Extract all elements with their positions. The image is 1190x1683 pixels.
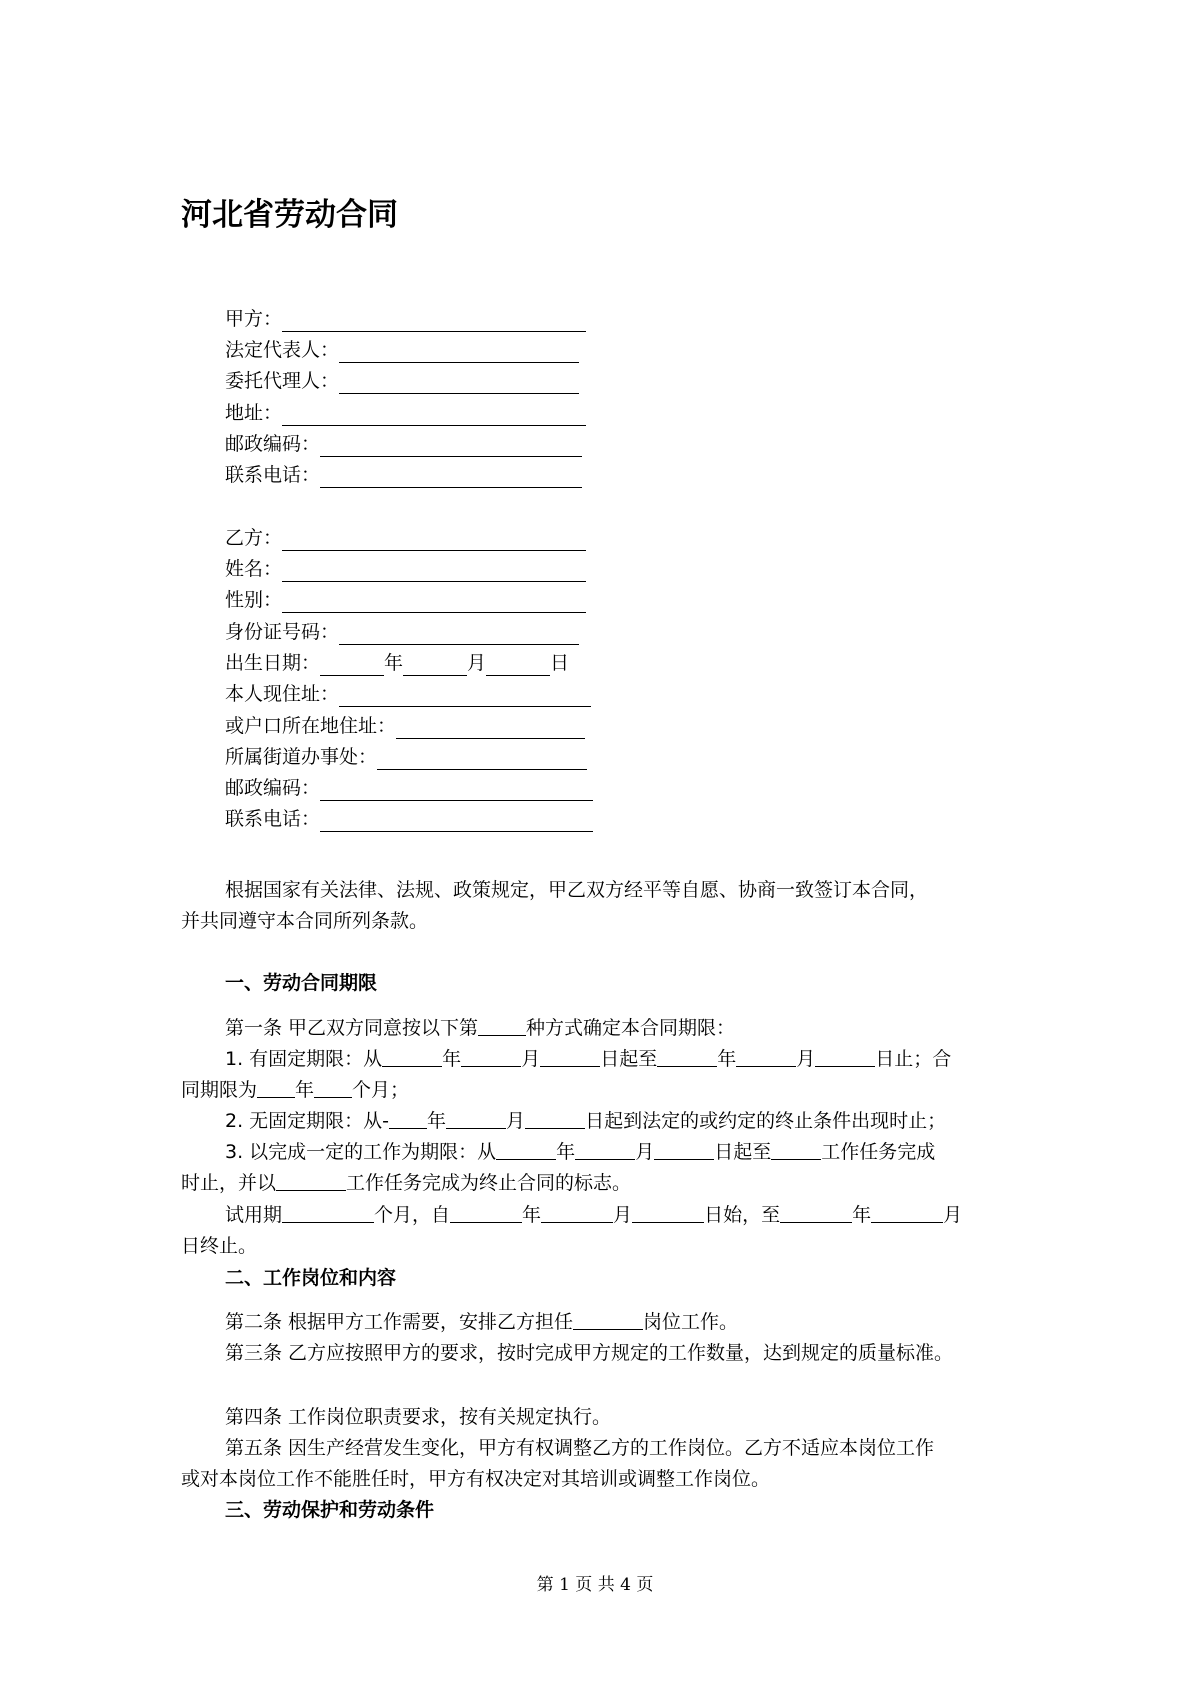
party-a-field <box>225 306 586 332</box>
agent-field <box>225 368 579 394</box>
option-1-term-year: 年 <box>295 1079 315 1101</box>
article-5-line-2: 或对本岗位工作不能胜任时，甲方有权决定对其培训或调整工作岗位。 <box>181 1468 771 1490</box>
article-2-position-blank[interactable] <box>573 1309 643 1330</box>
party-a-address-field <box>225 400 586 426</box>
option-1-day-to: 日起至 <box>600 1048 658 1070</box>
article-2-text-b: 岗位工作。 <box>643 1311 739 1333</box>
trial-month-blank[interactable] <box>541 1202 613 1223</box>
section-2-heading: 二、工作岗位和内容 <box>225 1267 397 1289</box>
birth-month-label: 月 <box>467 652 487 674</box>
option-3-day-blank[interactable] <box>654 1139 714 1160</box>
option-3-l2-text: 时止，并以 <box>181 1172 277 1194</box>
hukou-address-blank[interactable] <box>396 718 585 739</box>
trial-months: 个月，自 <box>374 1204 451 1226</box>
gender-field <box>225 587 586 613</box>
article-2-text-a: 第二条 根据甲方工作需要，安排乙方担任 <box>225 1311 574 1333</box>
option-2-year: 年 <box>427 1110 447 1132</box>
option-3-end: 工作任务完成 <box>821 1141 936 1163</box>
trial-year: 年 <box>522 1204 542 1226</box>
option-1-month2-blank[interactable] <box>736 1046 796 1067</box>
birth-date-field <box>225 650 569 676</box>
party-a-postcode-field <box>225 431 582 457</box>
birth-day-label: 日 <box>550 652 570 674</box>
option-2-end: 日起到法定的或约定的终止条件出现时止； <box>585 1110 947 1132</box>
trial-month2-blank[interactable] <box>871 1202 943 1223</box>
article-1 <box>225 1012 735 1044</box>
legal-rep-blank[interactable] <box>339 342 579 363</box>
option-3-l2-end: 工作任务完成为终止合同的标志。 <box>346 1172 632 1194</box>
party-a-postcode-blank[interactable] <box>320 436 582 457</box>
option-1-month: 月 <box>521 1048 541 1070</box>
birth-date-label: 出生日期： <box>225 652 321 674</box>
option-2-year-blank[interactable] <box>389 1108 427 1129</box>
option-1-year: 年 <box>442 1048 462 1070</box>
option-2-day-blank[interactable] <box>525 1108 585 1129</box>
trial-line-1 <box>225 1199 962 1231</box>
option-1-line-2 <box>181 1074 409 1106</box>
option-2-text: 2. 无固定期限：从- <box>225 1110 390 1132</box>
intro-line-1: 根据国家有关法律、法规、政策规定，甲乙双方经平等自愿、协商一致签订本合同， <box>225 879 929 901</box>
article-3: 第三条 乙方应按照甲方的要求，按时完成甲方规定的工作数量，达到规定的质量标准。 <box>225 1342 954 1364</box>
party-b-postcode-field <box>225 775 593 801</box>
option-1-day-blank[interactable] <box>540 1046 600 1067</box>
article-5-line-1: 第五条 因生产经营发生变化，甲方有权调整乙方的工作岗位。乙方不适应本岗位工作 <box>225 1437 935 1459</box>
trial-day-blank[interactable] <box>632 1202 704 1223</box>
birth-month-blank[interactable] <box>403 655 467 676</box>
legal-rep-label: 法定代表人： <box>225 339 340 361</box>
agent-label: 委托代理人： <box>225 370 340 392</box>
current-address-field <box>225 681 591 707</box>
option-1-term-months-blank[interactable] <box>314 1077 352 1098</box>
section-3-heading: 三、劳动保护和劳动条件 <box>225 1499 435 1521</box>
option-1-term-years-blank[interactable] <box>257 1077 295 1098</box>
party-a-phone-label: 联系电话： <box>225 464 321 486</box>
party-b-postcode-blank[interactable] <box>320 780 593 801</box>
trial-start: 日始，至 <box>704 1204 781 1226</box>
current-address-label: 本人现住址： <box>225 683 340 705</box>
option-3-day-to: 日起至 <box>714 1141 772 1163</box>
party-a-address-label: 地址： <box>225 402 283 424</box>
street-office-field <box>225 744 587 770</box>
option-3-month-blank[interactable] <box>575 1139 635 1160</box>
option-1-year2: 年 <box>717 1048 737 1070</box>
trial-months-blank[interactable] <box>282 1202 374 1223</box>
option-1-term-end: 个月； <box>352 1079 410 1101</box>
article-2 <box>225 1306 738 1338</box>
article-1-text-b: 种方式确定本合同期限： <box>526 1017 736 1039</box>
option-3-line-1 <box>225 1136 935 1168</box>
name-blank[interactable] <box>282 561 586 582</box>
hukou-address-label: 或户口所在地住址： <box>225 715 397 737</box>
birth-day-blank[interactable] <box>486 655 550 676</box>
option-1-year2-blank[interactable] <box>657 1046 717 1067</box>
party-b-blank[interactable] <box>282 530 586 551</box>
intro-line-2: 并共同遵守本合同所列条款。 <box>181 910 429 932</box>
page-footer: 第 1 页 共 4 页 <box>536 1575 654 1595</box>
option-1-day2-blank[interactable] <box>815 1046 875 1067</box>
option-3-task-blank[interactable] <box>771 1139 821 1160</box>
party-a-phone-blank[interactable] <box>320 467 582 488</box>
article-1-method-blank[interactable] <box>478 1015 526 1036</box>
party-b-phone-field <box>225 806 593 832</box>
article-1-text-a: 第一条 甲乙双方同意按以下第 <box>225 1017 479 1039</box>
option-3-task2-blank[interactable] <box>276 1170 346 1191</box>
option-1-text: 1. 有固定期限：从 <box>225 1048 383 1070</box>
legal-rep-field <box>225 337 579 363</box>
party-a-postcode-label: 邮政编码： <box>225 433 321 455</box>
party-a-label: 甲方： <box>225 308 283 330</box>
option-1-month2: 月 <box>796 1048 816 1070</box>
trial-year2-blank[interactable] <box>780 1202 852 1223</box>
party-b-postcode-label: 邮政编码： <box>225 777 321 799</box>
trial-text: 试用期 <box>225 1204 283 1226</box>
party-a-blank[interactable] <box>282 311 586 332</box>
hukou-address-field <box>225 713 585 739</box>
trial-year-blank[interactable] <box>450 1202 522 1223</box>
section-1-heading: 一、劳动合同期限 <box>225 972 378 994</box>
id-number-field <box>225 619 579 645</box>
birth-year-label: 年 <box>384 652 404 674</box>
option-1-end: 日止；合 <box>875 1048 952 1070</box>
trial-year2: 年 <box>852 1204 872 1226</box>
option-3-year: 年 <box>556 1141 576 1163</box>
option-1-line-1 <box>225 1043 951 1075</box>
party-b-phone-blank[interactable] <box>320 811 593 832</box>
party-a-phone-field <box>225 462 582 488</box>
option-2-month: 月 <box>506 1110 526 1132</box>
trial-month2: 月 <box>943 1204 963 1226</box>
gender-blank[interactable] <box>282 592 586 613</box>
id-number-blank[interactable] <box>339 624 579 645</box>
option-2-month-blank[interactable] <box>446 1108 506 1129</box>
option-3-month: 月 <box>635 1141 655 1163</box>
birth-year-blank[interactable] <box>320 655 384 676</box>
name-label: 姓名： <box>225 558 283 580</box>
option-1-year-blank[interactable] <box>382 1046 442 1067</box>
option-3-line-2 <box>181 1167 631 1199</box>
current-address-blank[interactable] <box>339 686 591 707</box>
party-a-address-blank[interactable] <box>282 405 586 426</box>
party-b-label: 乙方： <box>225 527 283 549</box>
street-office-blank[interactable] <box>377 749 587 770</box>
option-3-year-blank[interactable] <box>496 1139 556 1160</box>
document-title: 河北省劳动合同 <box>181 197 398 233</box>
option-2 <box>225 1105 946 1137</box>
name-field <box>225 556 586 582</box>
article-4: 第四条 工作岗位职责要求，按有关规定执行。 <box>225 1406 612 1428</box>
id-number-label: 身份证号码： <box>225 621 340 643</box>
trial-line-2: 日终止。 <box>181 1235 258 1257</box>
party-b-phone-label: 联系电话： <box>225 808 321 830</box>
party-b-field <box>225 525 586 551</box>
option-3-text: 3. 以完成一定的工作为期限：从 <box>225 1141 497 1163</box>
option-1-month-blank[interactable] <box>461 1046 521 1067</box>
option-1-term-text: 同期限为 <box>181 1079 258 1101</box>
street-office-label: 所属街道办事处： <box>225 746 378 768</box>
trial-month: 月 <box>613 1204 633 1226</box>
gender-label: 性别： <box>225 589 283 611</box>
agent-blank[interactable] <box>339 373 579 394</box>
